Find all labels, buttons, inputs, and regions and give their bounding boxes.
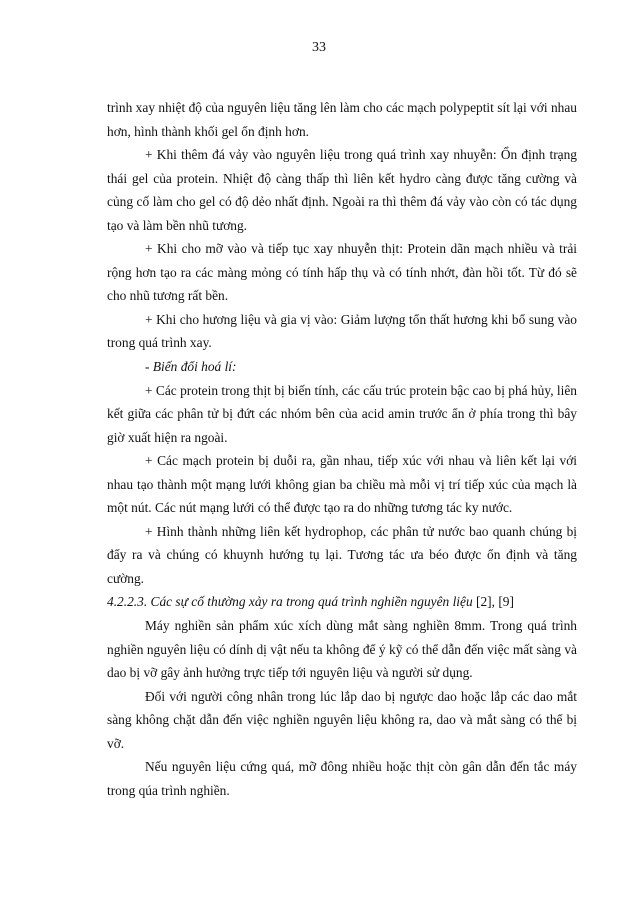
subheading-text: Biến đổi hoá lí: bbox=[152, 359, 237, 375]
paragraph-continuation: trình xay nhiệt độ của nguyên liệu tăng lên làm cho các mạch polypeptit sít lại với nhau hơn, hình thành khối gel ổn định hơn. bbox=[107, 100, 577, 139]
paragraph-network: + Các mạch protein bị duỗi ra, gần nhau, tiếp xúc với nhau và liên kết lại với nhau tạo thành một mạng lưới không gian ba chiều mà mỗi vị trí tiếp xúc của mạch là một nút. Các nút mạng lưới có thể được tạo ra do những tương tác ky nước. bbox=[107, 453, 577, 516]
paragraph-hydrophobic: + Hình thành những liên kết hydrophop, các phân tử nước bao quanh chúng bị đẩy ra và chúng có khuynh hướng tụ lại. Tương tác ưa béo được ổn định và tăng cường. bbox=[107, 523, 577, 586]
document-body bbox=[107, 96, 577, 802]
subheading-physicochemical bbox=[107, 355, 577, 379]
paragraph-hard-material: Nếu nguyên liệu cứng quá, mỡ đông nhiều hoặc thịt còn gân dẫn đến tắc máy trong qúa trình nghiền. bbox=[107, 759, 577, 798]
subheading-dash: - bbox=[145, 359, 153, 375]
paragraph-ice-flakes: + Khi thêm đá vảy vào nguyên liệu trong quá trình xay nhuyễn: Ổn định trạng thái gel của protein. Nhiệt độ càng thấp thì liên kết hydro càng được tăng cường và củng cố làm cho gel có độ dẻo nhất định. Ngoài ra thì thêm đá vảy vào còn có tác dụng tạo và làm bền nhũ tương. bbox=[107, 147, 577, 233]
section-heading-text: 4.2.2.3. Các sự cố thường xảy ra trong quá trình nghiền nguyên liệu bbox=[107, 594, 473, 610]
section-heading-refs: [2], [9] bbox=[472, 594, 514, 610]
paragraph-grinder: Máy nghiền sản phẩm xúc xích dùng mắt sàng nghiền 8mm. Trong quá trình nghiền nguyên liệu có dính dị vật nếu ta không để ý kỹ có thể dẫn đến việc mất sàng và dao bị vỡ gây ảnh hưởng trực tiếp tới nguyên liệu và người sử dụng. bbox=[107, 618, 577, 681]
paragraph-fat-addition: + Khi cho mỡ vào và tiếp tục xay nhuyễn thịt: Protein dãn mạch nhiều và trải rộng hơn tạo ra các màng mỏng có tính hấp thụ và có tính nhớt, đàn hồi tốt. Từ đó sẽ cho nhũ tương rất bền. bbox=[107, 241, 577, 304]
paragraph-denaturation: + Các protein trong thịt bị biến tính, các cấu trúc protein bậc cao bị phá hủy, liên kết giữa các phân tử bị đứt các nhóm bên của acid amin trước ẩn ở phía trong thì bây giờ xuất hiện ra ngoài. bbox=[107, 382, 577, 445]
paragraph-worker: Đối với người công nhân trong lúc lắp dao bị ngược dao hoặc lắp các dao mắt sàng không chặt dẫn đến việc nghiền nguyên liệu không ra, dao và mắt sàng có thể bị vỡ. bbox=[107, 688, 577, 751]
page-number: 33 bbox=[312, 40, 326, 55]
paragraph-spices: + Khi cho hương liệu và gia vị vào: Giảm lượng tổn thất hương khi bổ sung vào trong quá trình xay. bbox=[107, 311, 577, 351]
section-heading bbox=[107, 590, 577, 614]
